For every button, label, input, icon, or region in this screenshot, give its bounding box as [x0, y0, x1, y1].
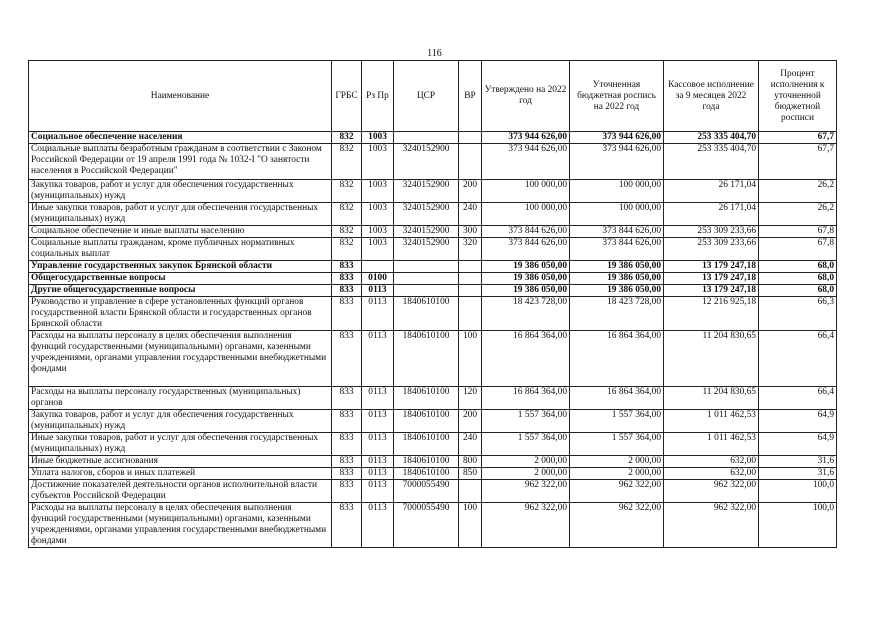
cell-refined: 19 386 050,00: [570, 285, 664, 297]
table-row: [29, 273, 837, 285]
table-row: [29, 285, 837, 297]
cell-grbs: 833: [332, 387, 362, 410]
cell-cash: 11 204 830,65: [664, 387, 759, 410]
cell-grbs: 833: [332, 456, 362, 468]
cell-name: Уплата налогов, сборов и иных платежей: [29, 468, 332, 480]
cell-approved: 18 423 728,00: [482, 297, 570, 331]
cell-cash: 11 204 830,65: [664, 331, 759, 387]
cell-cash: 26 171,04: [664, 203, 759, 226]
cell-percent: 64,9: [759, 410, 837, 433]
cell-grbs: 833: [332, 503, 362, 548]
table-row: [29, 144, 837, 180]
cell-refined: 373 944 626,00: [570, 144, 664, 180]
cell-grbs: 832: [332, 132, 362, 144]
cell-vr: 120: [459, 387, 482, 410]
cell-csr: 1840610100: [394, 297, 459, 331]
cell-name: Иные закупки товаров, работ и услуг для обеспечения государственных (муниципальных) нужд: [29, 203, 332, 226]
cell-percent: 68,0: [759, 273, 837, 285]
table-row: [29, 480, 837, 503]
budget-execution-table: [28, 60, 837, 548]
cell-refined: 19 386 050,00: [570, 261, 664, 273]
table-header-row: [29, 61, 837, 132]
cell-rzpr: 0113: [362, 410, 394, 433]
cell-approved: 100 000,00: [482, 203, 570, 226]
cell-refined: 100 000,00: [570, 203, 664, 226]
cell-cash: 1 011 462,53: [664, 410, 759, 433]
cell-percent: 66,4: [759, 387, 837, 410]
cell-refined: 2 000,00: [570, 456, 664, 468]
cell-rzpr: 1003: [362, 144, 394, 180]
table-row: [29, 433, 837, 456]
cell-csr: 1840610100: [394, 331, 459, 387]
cell-name: Социальные выплаты гражданам, кроме публичных нормативных социальных выплат: [29, 238, 332, 261]
cell-rzpr: 0113: [362, 503, 394, 548]
cell-rzpr: 1003: [362, 132, 394, 144]
header-grbs: ГРБС: [332, 61, 362, 132]
cell-grbs: 832: [332, 180, 362, 203]
cell-name: Расходы на выплаты персоналу в целях обеспечения выполнения функций государственными (муниципальными) органами, казенными учреждениями, органами управления государственными внебюджетными фондами: [29, 331, 332, 387]
table-row: [29, 238, 837, 261]
cell-approved: 19 386 050,00: [482, 261, 570, 273]
cell-csr: 1840610100: [394, 456, 459, 468]
cell-csr: [394, 132, 459, 144]
table-row: [29, 331, 837, 387]
cell-csr: 7000055490: [394, 480, 459, 503]
cell-name: Расходы на выплаты персоналу в целях обеспечения выполнения функций государственными (муниципальными) органами, казенными учреждениями, органами управления государственными внебюджетными фондами: [29, 503, 332, 548]
header-cash: Кассовое исполнение за 9 месяцев 2022 года: [664, 61, 759, 132]
cell-name: Социальные выплаты безработным гражданам в соответствии с Законом Российской Федерации от 19 апреля 1991 года № 1032-I "О занятости населения в Российской Федерации": [29, 144, 332, 180]
cell-refined: 100 000,00: [570, 180, 664, 203]
table-row: [29, 203, 837, 226]
cell-grbs: 833: [332, 261, 362, 273]
cell-grbs: 833: [332, 433, 362, 456]
cell-vr: 300: [459, 226, 482, 238]
table-row: [29, 456, 837, 468]
cell-cash: 13 179 247,18: [664, 273, 759, 285]
cell-rzpr: 0113: [362, 297, 394, 331]
cell-name: Управление государственных закупок Брянской области: [29, 261, 332, 273]
cell-percent: 64,9: [759, 433, 837, 456]
cell-approved: 962 322,00: [482, 480, 570, 503]
cell-grbs: 832: [332, 203, 362, 226]
cell-refined: 1 557 364,00: [570, 433, 664, 456]
cell-cash: 1 011 462,53: [664, 433, 759, 456]
cell-percent: 67,7: [759, 132, 837, 144]
cell-cash: 26 171,04: [664, 180, 759, 203]
cell-csr: 1840610100: [394, 433, 459, 456]
cell-vr: 200: [459, 180, 482, 203]
cell-grbs: 833: [332, 410, 362, 433]
table-row: [29, 180, 837, 203]
cell-cash: 13 179 247,18: [664, 261, 759, 273]
cell-vr: [459, 273, 482, 285]
cell-vr: 200: [459, 410, 482, 433]
header-percent: Процент исполнения к уточненной бюджетной росписи: [759, 61, 837, 132]
cell-csr: 3240152900: [394, 180, 459, 203]
cell-cash: 253 309 233,66: [664, 226, 759, 238]
cell-percent: 68,0: [759, 285, 837, 297]
cell-refined: 373 844 626,00: [570, 238, 664, 261]
cell-cash: 13 179 247,18: [664, 285, 759, 297]
cell-csr: 1840610100: [394, 468, 459, 480]
cell-refined: 16 864 364,00: [570, 331, 664, 387]
cell-refined: 373 844 626,00: [570, 226, 664, 238]
cell-rzpr: 0113: [362, 468, 394, 480]
cell-cash: 253 309 233,66: [664, 238, 759, 261]
cell-cash: 962 322,00: [664, 503, 759, 548]
header-rzpr: Рз Пр: [362, 61, 394, 132]
cell-rzpr: 1003: [362, 226, 394, 238]
cell-percent: 68,0: [759, 261, 837, 273]
cell-approved: 100 000,00: [482, 180, 570, 203]
cell-grbs: 833: [332, 331, 362, 387]
cell-grbs: 832: [332, 144, 362, 180]
cell-grbs: 833: [332, 297, 362, 331]
table-row: [29, 468, 837, 480]
cell-rzpr: 1003: [362, 203, 394, 226]
cell-refined: 2 000,00: [570, 468, 664, 480]
table-body: [29, 132, 837, 548]
cell-percent: 67,7: [759, 144, 837, 180]
cell-rzpr: 0113: [362, 480, 394, 503]
cell-refined: 18 423 728,00: [570, 297, 664, 331]
cell-refined: 19 386 050,00: [570, 273, 664, 285]
cell-rzpr: 0113: [362, 456, 394, 468]
cell-refined: 16 864 364,00: [570, 387, 664, 410]
cell-vr: 240: [459, 433, 482, 456]
cell-vr: [459, 144, 482, 180]
cell-approved: 2 000,00: [482, 468, 570, 480]
table-row: [29, 387, 837, 410]
cell-grbs: 832: [332, 226, 362, 238]
cell-csr: [394, 261, 459, 273]
cell-name: Другие общегосударственные вопросы: [29, 285, 332, 297]
cell-refined: 1 557 364,00: [570, 410, 664, 433]
table-row: [29, 410, 837, 433]
cell-rzpr: 1003: [362, 180, 394, 203]
cell-rzpr: 0113: [362, 331, 394, 387]
cell-csr: [394, 285, 459, 297]
table-row: [29, 226, 837, 238]
cell-csr: 1840610100: [394, 410, 459, 433]
cell-cash: 962 322,00: [664, 480, 759, 503]
cell-vr: 800: [459, 456, 482, 468]
cell-csr: [394, 273, 459, 285]
cell-approved: 1 557 364,00: [482, 410, 570, 433]
cell-name: Руководство и управление в сфере установленных функций органов государственной власти Брянской области и государственных органов Брянской области: [29, 297, 332, 331]
cell-refined: 962 322,00: [570, 480, 664, 503]
cell-name: Закупка товаров, работ и услуг для обеспечения государственных (муниципальных) нужд: [29, 410, 332, 433]
table-row: [29, 297, 837, 331]
cell-percent: 66,4: [759, 331, 837, 387]
cell-approved: 16 864 364,00: [482, 387, 570, 410]
cell-percent: 31,6: [759, 456, 837, 468]
cell-percent: 67,8: [759, 226, 837, 238]
cell-name: Общегосударственные вопросы: [29, 273, 332, 285]
cell-vr: [459, 261, 482, 273]
header-refined: Уточненная бюджетная роспись на 2022 год: [570, 61, 664, 132]
cell-cash: 632,00: [664, 468, 759, 480]
cell-vr: 320: [459, 238, 482, 261]
cell-percent: 26,2: [759, 203, 837, 226]
cell-approved: 373 844 626,00: [482, 226, 570, 238]
cell-approved: 19 386 050,00: [482, 285, 570, 297]
cell-vr: 100: [459, 331, 482, 387]
cell-name: Иные закупки товаров, работ и услуг для обеспечения государственных (муниципальных) нужд: [29, 433, 332, 456]
header-approved: Утверждено на 2022 год: [482, 61, 570, 132]
cell-approved: 373 944 626,00: [482, 144, 570, 180]
table-row: [29, 132, 837, 144]
cell-grbs: 833: [332, 468, 362, 480]
cell-vr: [459, 285, 482, 297]
cell-refined: 373 944 626,00: [570, 132, 664, 144]
cell-cash: 253 335 404,70: [664, 144, 759, 180]
cell-vr: 100: [459, 503, 482, 548]
cell-percent: 100,0: [759, 480, 837, 503]
cell-rzpr: 0113: [362, 285, 394, 297]
cell-name: Закупка товаров, работ и услуг для обеспечения государственных (муниципальных) нужд: [29, 180, 332, 203]
cell-name: Социальное обеспечение и иные выплаты населению: [29, 226, 332, 238]
cell-approved: 19 386 050,00: [482, 273, 570, 285]
cell-percent: 67,8: [759, 238, 837, 261]
cell-vr: [459, 297, 482, 331]
cell-vr: [459, 480, 482, 503]
cell-name: Социальное обеспечение населения: [29, 132, 332, 144]
cell-percent: 66,3: [759, 297, 837, 331]
cell-grbs: 833: [332, 480, 362, 503]
header-vr: ВР: [459, 61, 482, 132]
cell-refined: 962 322,00: [570, 503, 664, 548]
cell-csr: 3240152900: [394, 238, 459, 261]
cell-grbs: 832: [332, 238, 362, 261]
cell-approved: 16 864 364,00: [482, 331, 570, 387]
table-row: [29, 261, 837, 273]
cell-rzpr: 0113: [362, 387, 394, 410]
cell-approved: 2 000,00: [482, 456, 570, 468]
cell-vr: [459, 132, 482, 144]
cell-csr: 3240152900: [394, 203, 459, 226]
cell-grbs: 833: [332, 285, 362, 297]
cell-approved: 373 844 626,00: [482, 238, 570, 261]
cell-percent: 31,6: [759, 468, 837, 480]
table-row: [29, 503, 837, 548]
cell-csr: 7000055490: [394, 503, 459, 548]
cell-approved: 373 944 626,00: [482, 132, 570, 144]
cell-rzpr: [362, 261, 394, 273]
cell-csr: 1840610100: [394, 387, 459, 410]
cell-cash: 632,00: [664, 456, 759, 468]
cell-cash: 12 216 925,18: [664, 297, 759, 331]
cell-vr: 850: [459, 468, 482, 480]
cell-name: Достижение показателей деятельности органов исполнительной власти субъектов Российской Федерации: [29, 480, 332, 503]
cell-grbs: 833: [332, 273, 362, 285]
cell-rzpr: 0113: [362, 433, 394, 456]
cell-rzpr: 1003: [362, 238, 394, 261]
cell-percent: 100,0: [759, 503, 837, 548]
cell-csr: 3240152900: [394, 144, 459, 180]
cell-name: Расходы на выплаты персоналу государственных (муниципальных) органов: [29, 387, 332, 410]
cell-percent: 26,2: [759, 180, 837, 203]
cell-vr: 240: [459, 203, 482, 226]
header-name: Наименование: [29, 61, 332, 132]
cell-cash: 253 335 404,70: [664, 132, 759, 144]
cell-name: Иные бюджетные ассигнования: [29, 456, 332, 468]
cell-rzpr: 0100: [362, 273, 394, 285]
page-number: 116: [427, 48, 442, 59]
cell-csr: 3240152900: [394, 226, 459, 238]
header-csr: ЦСР: [394, 61, 459, 132]
cell-approved: 1 557 364,00: [482, 433, 570, 456]
cell-approved: 962 322,00: [482, 503, 570, 548]
